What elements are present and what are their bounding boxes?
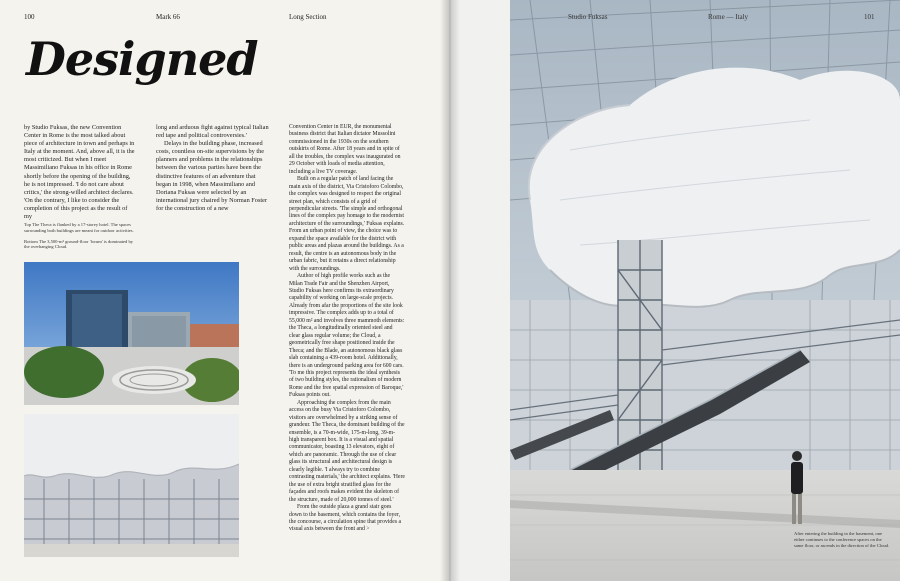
column-3-paragraph-2: Built on a regular patch of land facing the main axis of the district, Via Cristoforo Colombo, the complex was designed to respect the original street plan, which consists of a grid of perpendicular streets. 'The simple and orthogonal lines of the complex pay homage to the modernist architecture of the surroundings,' Fuksas explains. From an urban point of view, the choice was to expand the space available for the district with public areas and plazas around the buildings. As a result, the centre is an autonomous body in the urban fabric, but it retains a direct relationship with the surroundings. — [289, 176, 405, 272]
article-title: Designed — [26, 32, 258, 86]
right-page-number: 101 — [864, 13, 875, 21]
column-3-paragraph-3: Author of high profile works such as the Milan Trade Fair and the Shenzhen Airport, Studio Fuksas here confirms its extraordinary capability of working on large-scale projects. Already from afar the proportions of the site look impressive. The complex adds up to a total of 55,000 m² and involves three mammoth elements: the Theca, a longitudinally oriented steel and clear glass regular volume; the Cloud, a geometrically free shape positioned inside the Theca; and the Blade, an autonomous black glass slab containing a 439-room hotel. Additionally, there is an underground parking area for 600 cars. 'To me this project represents the ideal synthesis of two building styles, the rationalism of modern Rome and the free spatial expression of Baroque,' Fuksas points out. — [289, 273, 405, 399]
section-name: Long Section — [289, 13, 327, 21]
column-2-paragraph-1: long and arduous fight against typical Italian red tape and political controversies.' — [156, 124, 269, 140]
magazine-issue: Mark 66 — [156, 13, 180, 21]
column-3-paragraph-5: From the outside plaza a grand stair goes down to the basement, which contains the foyer, the concourse, a circulation spine that provides a visual axis between the front and > — [289, 504, 402, 533]
text-column-2 — [156, 124, 270, 213]
column-2-paragraph-2: Delays in the building phase, increased costs, countless on-site supervisions by the planners and problems in the relationships between the various parties have been the distinctive features of an adventure that began in 1998, when Massimiliano and Doriana Fuksas were selected by an international jury chaired by Norman Foster for the construction of a new — [156, 140, 268, 212]
caption-bottom: Bottom The 3,500-m² ground-floor 'forum' is dominated by the overhanging Cloud. — [24, 238, 134, 250]
photo-interior — [24, 414, 239, 557]
column-1-paragraph: by Studio Fuksas, the new Convention Center in Rome is the most talked about piece of architecture in town and perhaps in Italy at the moment. And, above all, it is the most criticized. But when I meet Massimiliano Fuksas in his office in Rome shortly before the opening of the building, he is not impressed. 'I do not care about critics,' the strong-willed architect declares. 'On the contrary, I like to consider the completion of this project as the result of my — [24, 124, 135, 221]
page-gutter — [440, 0, 460, 581]
column-3-paragraph-4: Approaching the complex from the main access on the busy Via Cristoforo Colombo, visitors are overwhelmed by a striking sense of grandeur. The Theca, the dominant building of the ensemble, is a 70-m-wide, 175-m-long, 39-m-high transparent box. It is a visual and spatial communicator, boasting 13 elevators, eight of which are panoramic. Through the use of clear glass its structural and architectural design is clearly legible. 'I always try to combine contrasting materials,' the architect explains. 'Here the use of extra bright stratified glass for the façades and roofs makes evident the skeleton of the structure, made of 20,000 tonnes of steel.' — [289, 399, 405, 503]
right-photo-caption: After entering the building in the basement, one either continues to the conference spaces on the same floor, or ascends in the direction of the Cloud. — [794, 531, 890, 548]
photo-convention-center-interior — [510, 0, 900, 581]
column-3-paragraph-1: Convention Center in EUR, the monumental business district that Italian dictator Mussolini commissioned in the 1930s on the southern outskirts of Rome. After 18 years and in spite of all the troubles, the complex was inaugurated on 29 October with loads of media attention, including a live TV coverage. — [289, 124, 401, 175]
studio-name: Studio Fuksas — [568, 13, 608, 21]
caption-top: Top The Theca is flanked by a 17-storey hotel. The spaces surrounding both buildings are meant for outdoor activities. — [24, 222, 134, 233]
text-column-1 — [24, 124, 136, 221]
photo-exterior — [24, 262, 239, 405]
project-location: Rome — Italy — [708, 13, 749, 21]
right-page — [450, 0, 900, 581]
left-page-number: 100 — [24, 13, 35, 21]
photo-captions — [24, 222, 134, 255]
text-column-3 — [289, 124, 405, 534]
